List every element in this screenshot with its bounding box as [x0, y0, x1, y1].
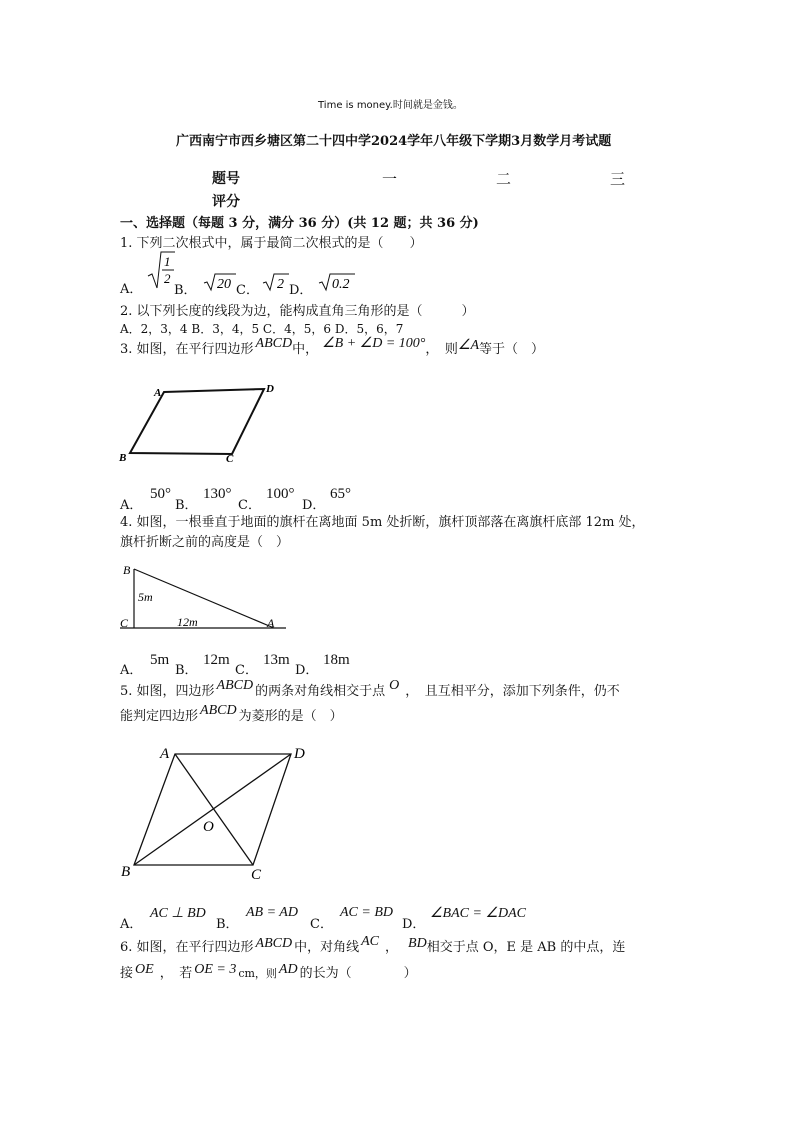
figure-label-d: D — [294, 746, 305, 762]
question-4-stem-line2: 旗杆折断之前的高度是（ ） — [120, 535, 290, 550]
figure-label-b: B — [121, 864, 131, 880]
figure-label-12m: 12m — [177, 615, 198, 629]
score-table-row-label-score: 评分 — [212, 194, 240, 210]
sqrt-2-formula — [262, 272, 290, 292]
svg-text:2: 2 — [164, 271, 171, 286]
question-5-option-c-label: C． — [310, 917, 333, 932]
svg-text:0.2: 0.2 — [332, 277, 350, 292]
question-4-option-d-label: D． — [295, 663, 319, 678]
question-5-option-b-label: B． — [216, 917, 239, 932]
sqrt-one-half-formula — [146, 250, 176, 292]
question-4-option-d: 18m — [323, 652, 350, 668]
question-4-option-a: 5m — [150, 652, 170, 668]
question-3-stem: 3. 如图，在平行四边形 ABCD中， ∠B + ∠D = 100°， 则∠A等于（ ） — [120, 336, 545, 357]
question-4-option-c-label: C． — [235, 663, 258, 678]
question-4-option-b-label: B． — [175, 663, 198, 678]
question-3-option-c-label: C． — [238, 498, 261, 513]
figure-label-d: D — [266, 383, 274, 395]
question-5-stem-line2: 能判定四边形 ABCD 为菱形的是（ ） — [120, 703, 343, 724]
question-5-option-b: AB = AD — [246, 905, 298, 920]
question-4-stem-line1: 4. 如图，一根垂直于地面的旗杆在离地面 5m 处折断，旗杆顶部落在离旗杆底部 12m 处， — [120, 515, 645, 530]
question-2-options: A．2，3，4 B．3，4，5 C．4，5，6 D．5，6，7 — [120, 322, 404, 336]
question-2-stem: 2. 以下列长度的线段为边，能构成直角三角形的是（ ） — [120, 304, 475, 319]
question-1-option-a-label: A． — [120, 282, 143, 297]
question-5-option-d-label: D． — [402, 917, 426, 932]
motto: Time is money.时间就是金钱。 — [318, 100, 463, 111]
score-table-col-3: 三 — [610, 170, 626, 188]
rhombus-figure — [116, 740, 316, 884]
figure-label-o: O — [203, 819, 214, 835]
figure-label-c: C — [251, 867, 262, 883]
flagpole-figure — [116, 560, 290, 634]
figure-label-c: C — [120, 616, 129, 630]
question-4-option-b: 12m — [203, 652, 230, 668]
svg-text:20: 20 — [217, 277, 231, 292]
parallelogram-figure — [114, 378, 284, 468]
question-3-option-b: 130° — [203, 486, 232, 502]
question-3-option-d: 65° — [330, 486, 351, 502]
question-6-stem-line1: 6. 如图，在平行四边形 ABCD 中，对角线 AC ， BD相交于点 O，E 是 AB 的中点，连 — [120, 934, 626, 955]
question-4-option-a-label: A． — [120, 663, 143, 678]
figure-label-a: A — [267, 616, 275, 630]
figure-label-5m: 5m — [138, 590, 153, 604]
sqrt-0.2-formula — [318, 272, 356, 292]
figure-label-b: B — [123, 563, 131, 577]
question-3-option-b-label: B． — [175, 498, 198, 513]
question-5-stem-line1: 5. 如图，四边形 ABCD 的两条对角线相交于点 O ， 且互相平分，添加下列条件，仍不 — [120, 678, 620, 699]
question-5-option-c: AC = BD — [340, 905, 393, 920]
svg-text:1: 1 — [164, 254, 171, 269]
question-1-stem: 1. 下列二次根式中，属于最简二次根式的是（ ） — [120, 236, 423, 251]
question-6-stem-line2: 接 OE ， 若 OE = 3 cm，则 AD 的长为（ ） — [120, 962, 417, 981]
score-table-row-label-number: 题号 — [212, 171, 240, 187]
score-table-col-2: 二 — [496, 170, 512, 188]
figure-label-a: A — [154, 387, 162, 399]
score-table-col-1: 一 — [382, 170, 398, 188]
question-5-option-d: ∠BAC = ∠DAC — [430, 906, 526, 921]
question-3-option-c: 100° — [266, 486, 295, 502]
page-title: 广西南宁市西乡塘区第二十四中学2024学年八年级下学期3月数学月考试题 — [176, 134, 612, 149]
question-3-option-d-label: D． — [302, 498, 326, 513]
question-1-option-b-label: B． — [174, 283, 197, 298]
question-3-option-a: 50° — [150, 486, 171, 502]
figure-label-b: B — [119, 452, 127, 464]
figure-label-c: C — [226, 453, 234, 465]
figure-label-a: A — [160, 746, 170, 762]
question-5-option-a: AC ⊥ BD — [150, 906, 206, 921]
question-5-option-a-label: A． — [120, 917, 143, 932]
question-4-option-c: 13m — [263, 652, 290, 668]
sqrt-20-formula — [203, 272, 237, 292]
svg-text:2: 2 — [277, 277, 284, 292]
question-3-option-a-label: A． — [120, 498, 143, 513]
section-heading: 一、选择题（每题 3 分，满分 36 分）(共 12 题；共 36 分) — [120, 216, 479, 231]
question-1-option-c-label: C． — [236, 283, 259, 298]
question-1-option-d-label: D． — [289, 283, 313, 298]
